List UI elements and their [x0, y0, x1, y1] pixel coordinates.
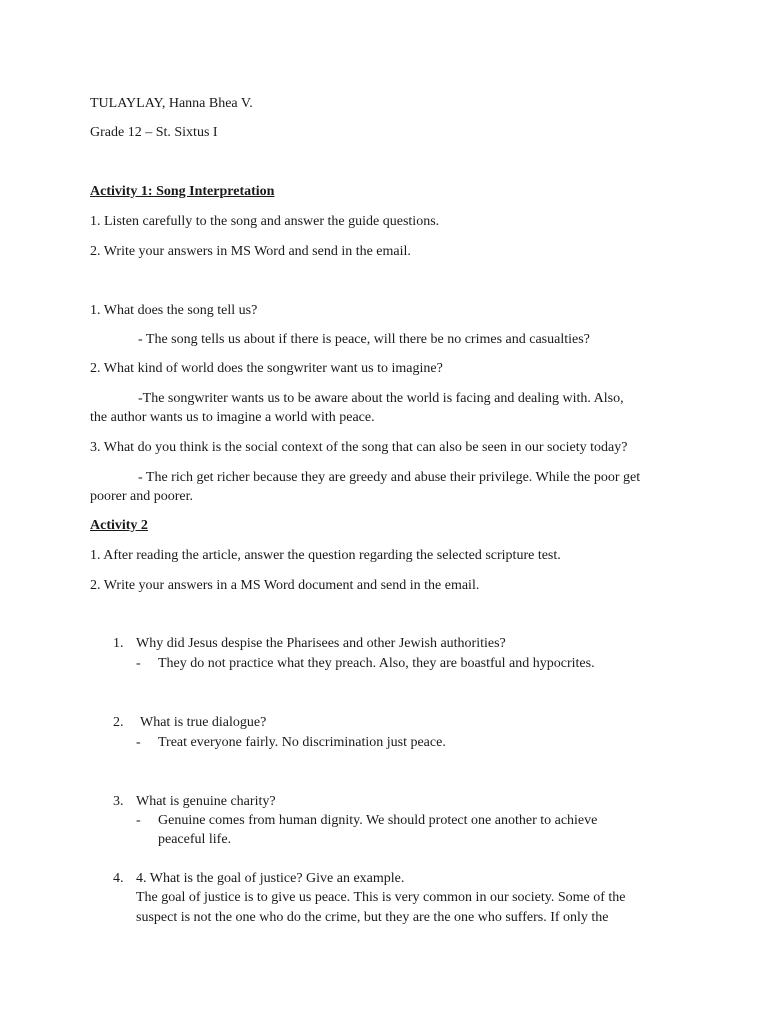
activity1-answer-1: - The song tells us about if there is peace, will there be no crimes and casualties? [138, 332, 590, 347]
item-4-answer-line-1: The goal of justice is to give us peace. This is very common in our society. Some of the [136, 890, 626, 905]
activity1-answer-2-line-1: -The songwriter wants us to be aware about the world is facing and dealing with. Also, [138, 391, 624, 406]
activity1-question-1: 1. What does the song tell us? [90, 303, 258, 318]
activity1-title: Activity 1: Song Interpretation [90, 184, 275, 199]
item-4-number: 4. [113, 871, 124, 886]
activity2-title: Activity 2 [90, 518, 148, 533]
item-2-dash: - [136, 735, 141, 750]
activity1-answer-2-line-2: the author wants us to imagine a world with peace. [90, 410, 375, 425]
item-3-answer-line-2: peaceful life. [158, 832, 232, 847]
activity1-answer-3-line-1: - The rich get richer because they are greedy and abuse their privilege. While the poor get [138, 470, 641, 485]
item-1-question: Why did Jesus despise the Pharisees and other Jewish authorities? [136, 636, 506, 651]
activity1-instruction-1: 1. Listen carefully to the song and answer the guide questions. [90, 214, 440, 229]
item-3-dash: - [136, 813, 141, 828]
item-1-number: 1. [113, 636, 124, 651]
item-1-answer: They do not practice what they preach. Also, they are boastful and hypocrites. [158, 656, 595, 671]
activity1-question-3: 3. What do you think is the social context of the song that can also be seen in our society today? [90, 440, 628, 455]
item-4-answer-line-2: suspect is not the one who do the crime, but they are the one who suffers. If only the [136, 910, 609, 925]
item-3-number: 3. [113, 794, 124, 809]
item-2-number: 2. [113, 715, 124, 730]
activity1-question-2: 2. What kind of world does the songwriter want us to imagine? [90, 361, 443, 376]
activity1-answer-3-line-2: poorer and poorer. [90, 489, 194, 504]
grade-section: Grade 12 – St. Sixtus I [90, 125, 218, 140]
item-3-question: What is genuine charity? [136, 794, 276, 809]
item-1-dash: - [136, 656, 141, 671]
item-2-question: What is true dialogue? [140, 715, 267, 730]
activity2-instruction-2: 2. Write your answers in a MS Word document and send in the email. [90, 578, 480, 593]
student-name: TULAYLAY, Hanna Bhea V. [90, 96, 253, 111]
item-2-answer: Treat everyone fairly. No discrimination just peace. [158, 735, 446, 750]
item-3-answer-line-1: Genuine comes from human dignity. We should protect one another to achieve [158, 813, 598, 828]
activity1-instruction-2: 2. Write your answers in MS Word and send in the email. [90, 244, 411, 259]
activity2-instruction-1: 1. After reading the article, answer the question regarding the selected scripture test. [90, 548, 561, 563]
item-4-question: 4. What is the goal of justice? Give an example. [136, 871, 405, 886]
